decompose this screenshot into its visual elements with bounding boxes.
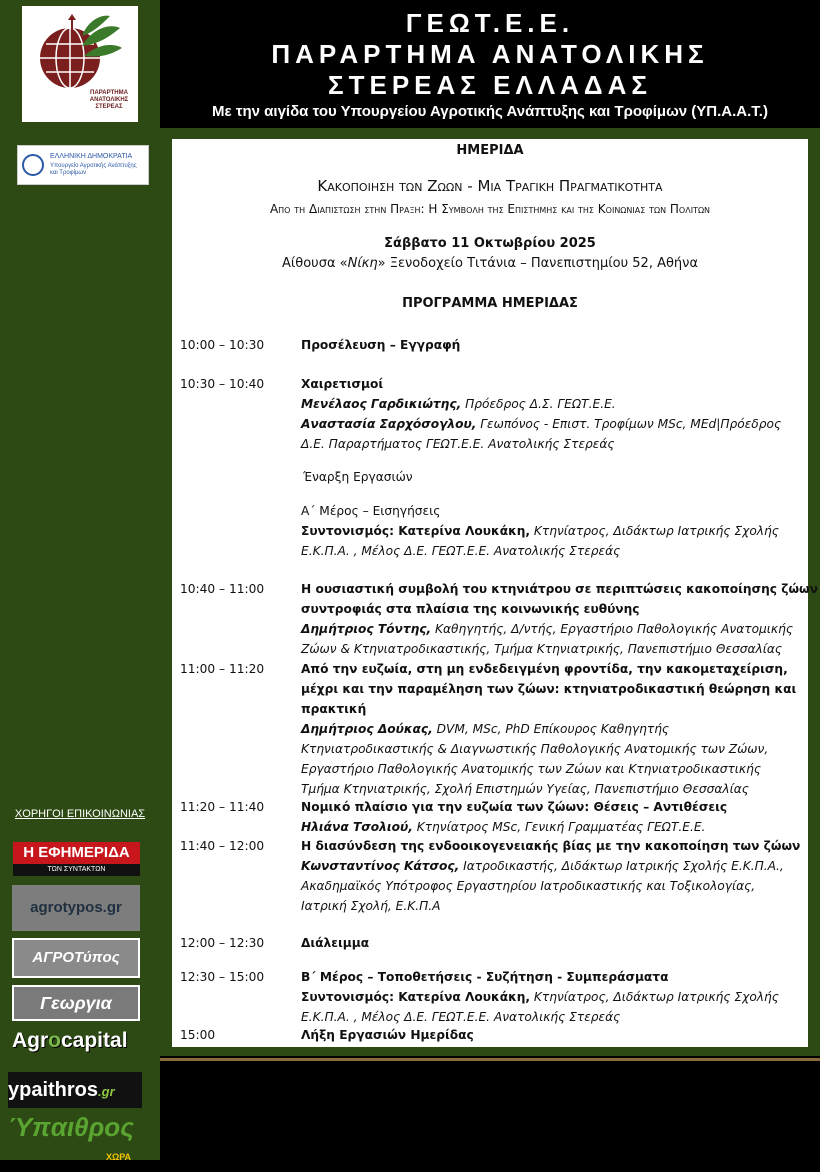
speaker-2a-role: Πρόεδρος Δ.Σ. ΓΕΩΤ.Ε.Ε. — [461, 397, 616, 411]
event-date: Σάββατο 11 Οκτωβρίου 2025 — [384, 236, 596, 251]
time-4: 11:00 – 11:20 — [180, 662, 265, 676]
item-4a: Από την ευζωία, στη μη ενδεδειγμένη φροντίδα, την κακομεταχείριση, — [301, 662, 788, 676]
speaker-4-role3: Εργαστήριο Παθολογικής Ανατομικής των Ζώων και Κτηνιατροδικαστικής — [301, 762, 761, 776]
geotee-logo — [22, 6, 138, 122]
coordinator-a — [301, 521, 779, 541]
item-7: Διάλειμμα — [301, 936, 370, 950]
efimerida-sub: ΤΩΝ ΣΥΝΤΑΚΤΩΝ — [13, 864, 140, 876]
speaker-5-role: Κτηνίατρος MSc, Γενική Γραμματέας ΓΕΩΤ.Ε.Ε. — [412, 820, 706, 834]
header-title-1: ΓΕΩΤ.Ε.Ε. — [405, 8, 575, 38]
time-7: 12:00 – 12:30 — [180, 936, 265, 950]
speaker-5-name: Ηλιάνα Τσολιού, — [301, 820, 413, 834]
speaker-4 — [301, 719, 669, 739]
speaker-4-name: Δημήτριος Δούκας, — [301, 722, 433, 736]
event-title: Κακοποιηση των Ζωων - Μια Τραγικη Πραγματικοτητα — [317, 177, 663, 195]
speaker-2a-name: Μενέλαος Γαρδικιώτης, — [301, 397, 462, 411]
logo-caption: ΠΑΡΑΡΤΗΜΑ ΑΝΑΤΟΛΙΚΗΣ ΣΤΕΡΕΑΣ — [89, 90, 129, 110]
greek-emblem-icon — [22, 154, 44, 176]
ypaithros-gr: .gr — [98, 1084, 115, 1099]
item-3b: συντροφιάς στα πλαίσια της κοινωνικής ευθύνης — [301, 602, 640, 616]
time-8: 12:30 – 15:00 — [180, 970, 265, 984]
coordinator-b — [301, 987, 779, 1007]
speaker-4-role2: Κτηνιατροδικαστικής & Διαγνωστικής Παθολογικής Ανατομικής των Ζώων, — [301, 742, 769, 756]
header-title-2: ΠΑΡΑΡΤΗΜΑ ΑΝΑΤΟΛΙΚΗΣ — [271, 39, 709, 69]
venue-a: Αίθουσα « — [281, 256, 348, 271]
coordinator-a-role: Κτηνίατρος, Διδάκτωρ Ιατρικής Σχολής — [530, 524, 779, 538]
time-9: 15:00 — [180, 1028, 216, 1042]
ypaithros-label: ypaithros — [8, 1079, 99, 1101]
speaker-6 — [301, 856, 784, 876]
header-subtitle: Με την αιγίδα του Υπουργείου Αγροτικής Ανάπτυξης και Τροφίμων (ΥΠ.Α.Α.Τ.) — [212, 103, 768, 120]
speaker-3-role2: Ζώων & Κτηνιατροδικαστικής, Τμήμα Κτηνιατρικής, Πανεπιστήμιο Θεσσαλίας — [301, 642, 783, 656]
item-1: Προσέλευση – Εγγραφή — [301, 338, 461, 352]
speaker-3-name: Δημήτριος Τόντης, — [301, 622, 432, 636]
time-6: 11:40 – 12:00 — [180, 839, 265, 853]
venue-c: » Ξενοδοχείο Τιτάνια – Πανεπιστημίου 52, Αθήνα — [377, 256, 699, 271]
coordinator-b-role: Κτηνίατρος, Διδάκτωρ Ιατρικής Σχολής — [530, 990, 779, 1004]
item-9: Λήξη Εργασιών Ημερίδας — [301, 1028, 474, 1042]
speaker-2b — [301, 414, 781, 434]
gov-line1: ΕΛΛΗΝΙΚΗ ΔΗΜΟΚΡΑΤΙΑ — [50, 153, 133, 160]
speaker-3 — [301, 619, 793, 639]
item-5: Νομικό πλαίσιο για την ευζωία των ζώων: Θέσεις – Αντιθέσεις — [301, 800, 728, 814]
ypaithros-xora-label: Ύπαιθρος — [8, 1112, 135, 1142]
item-3a: Η ουσιαστική συμβολή του κτηνιάτρου σε περιπτώσεις κακοποίησης ζώων — [301, 582, 818, 596]
venue-b: Νίκη — [347, 256, 378, 271]
left-sidebar — [0, 0, 160, 1160]
speaker-4-role: DVM, MSc, PhD Επίκουρος Καθηγητής — [432, 722, 670, 736]
program-document — [172, 139, 818, 1047]
opening-label: Έναρξη Εργασιών — [303, 470, 413, 484]
event-subtitle: Απο τη Διαπιστωση στην Πραξη: Η Συμβολη της Επιστημης και της Κοινωνιας των Πολιτων — [269, 202, 711, 216]
sponsor-georgia: Γεωργια — [12, 985, 140, 1021]
speaker-6-role3: Ιατρική Σχολή, Ε.Κ.Π.Α — [301, 899, 441, 913]
item-4b: μέχρι και την παραμέληση των ζώων: κτηνιατροδικαστική θεώρηση και — [301, 682, 797, 696]
sponsor-agrotypos: agrotypos.gr — [12, 885, 140, 931]
item-2: Χαιρετισμοί — [301, 377, 384, 391]
event-venue — [172, 256, 808, 271]
speaker-4-role4: Τμήμα Κτηνιατρικής, Σχολή Επιστημών Υγείας, Πανεπιστήμιο Θεσσαλίας — [301, 782, 749, 796]
xora-label: ΧΩΡΑ — [106, 1152, 132, 1162]
item-4c: πρακτική — [301, 702, 367, 716]
sponsors-title: ΧΟΡΗΓΟΙ ΕΠΙΚΟΙΝΩΝΙΑΣ — [14, 808, 146, 820]
page-header — [160, 0, 820, 128]
program-title: ΠΡΟΓΡΑΜΜΑ ΗΜΕΡΙΔΑΣ — [402, 296, 578, 311]
speaker-2b-role: Γεωπόνος - Επιστ. Τροφίμων MSc, MEd|Πρόεδρος — [476, 417, 782, 431]
sponsor-agrotypos-print: ΑΓΡΟΤύπος — [12, 938, 140, 978]
time-5: 11:20 – 11:40 — [180, 800, 265, 814]
gov-line2: Υπουργείο Αγροτικής Ανάπτυξης και Τροφίμων — [50, 163, 137, 176]
speaker-2a — [301, 394, 616, 414]
sponsor-agrocapital — [12, 1027, 152, 1055]
agrocapital-o: o — [48, 1029, 61, 1052]
speaker-6-name: Κωνσταντίνος Κάτσος, — [301, 859, 460, 873]
speaker-2b-role2: Δ.Ε. Παραρτήματος ΓΕΩΤ.Ε.Ε. Ανατολικής Στερεάς — [301, 437, 615, 451]
item-6: Η διασύνδεση της ενδοοικογενειακής βίας με την κακοποίηση των ζώων — [301, 839, 801, 853]
event-type: ΗΜΕΡΙΔΑ — [456, 143, 524, 158]
speaker-5 — [301, 817, 705, 837]
sponsor-ypaithros — [8, 1072, 142, 1108]
time-1: 10:00 – 10:30 — [180, 338, 265, 352]
coordinator-b-role2: Ε.Κ.Π.Α. , Μέλος Δ.Ε. ΓΕΩΤ.Ε.Ε. Ανατολικής Στερεάς — [301, 1010, 621, 1024]
coordinator-a-role2: Ε.Κ.Π.Α. , Μέλος Δ.Ε. ΓΕΩΤ.Ε.Ε. Ανατολικής Στερεάς — [301, 544, 621, 558]
agrocapital-a: Agr — [12, 1029, 49, 1052]
coordinator-b-name: Συντονισμός: Κατερίνα Λουκάκη, — [301, 990, 531, 1004]
header-title-3: ΣΤΕΡΕΑΣ ΕΛΛΑΔΑΣ — [328, 70, 652, 100]
speaker-6-role: Ιατροδικαστής, Διδάκτωρ Ιατρικής Σχολής Ε.Κ.Π.Α., — [459, 859, 784, 873]
time-2: 10:30 – 10:40 — [180, 377, 265, 391]
speaker-3-role: Καθηγητής, Δ/ντής, Εργαστήριο Παθολογικής Ανατομικής — [431, 622, 793, 636]
coordinator-a-name: Συντονισμός: Κατερίνα Λουκάκη, — [301, 524, 531, 538]
sponsor-efimerida — [13, 842, 140, 876]
bottom-band — [160, 1061, 820, 1160]
agrocapital-b: capital — [61, 1029, 128, 1052]
part-a-label: Α΄ Μέρος – Εισηγήσεις — [301, 504, 441, 518]
efimerida-label: Η ΕΦΗΜΕΡΙΔΑ — [13, 842, 140, 864]
ministry-logo — [17, 145, 149, 185]
speaker-6-role2: Ακαδημαϊκός Υπότροφος Εργαστηρίου Ιατροδικαστικής και Τοξικολογίας, — [301, 879, 756, 893]
time-3: 10:40 – 11:00 — [180, 582, 265, 596]
item-8: Β΄ Μέρος – Τοποθετήσεις - Συζήτηση - Συμπεράσματα — [301, 970, 669, 984]
speaker-2b-name: Αναστασία Σαρχόσογλου, — [301, 417, 477, 431]
sponsor-ypaithros-xora — [8, 1112, 148, 1162]
